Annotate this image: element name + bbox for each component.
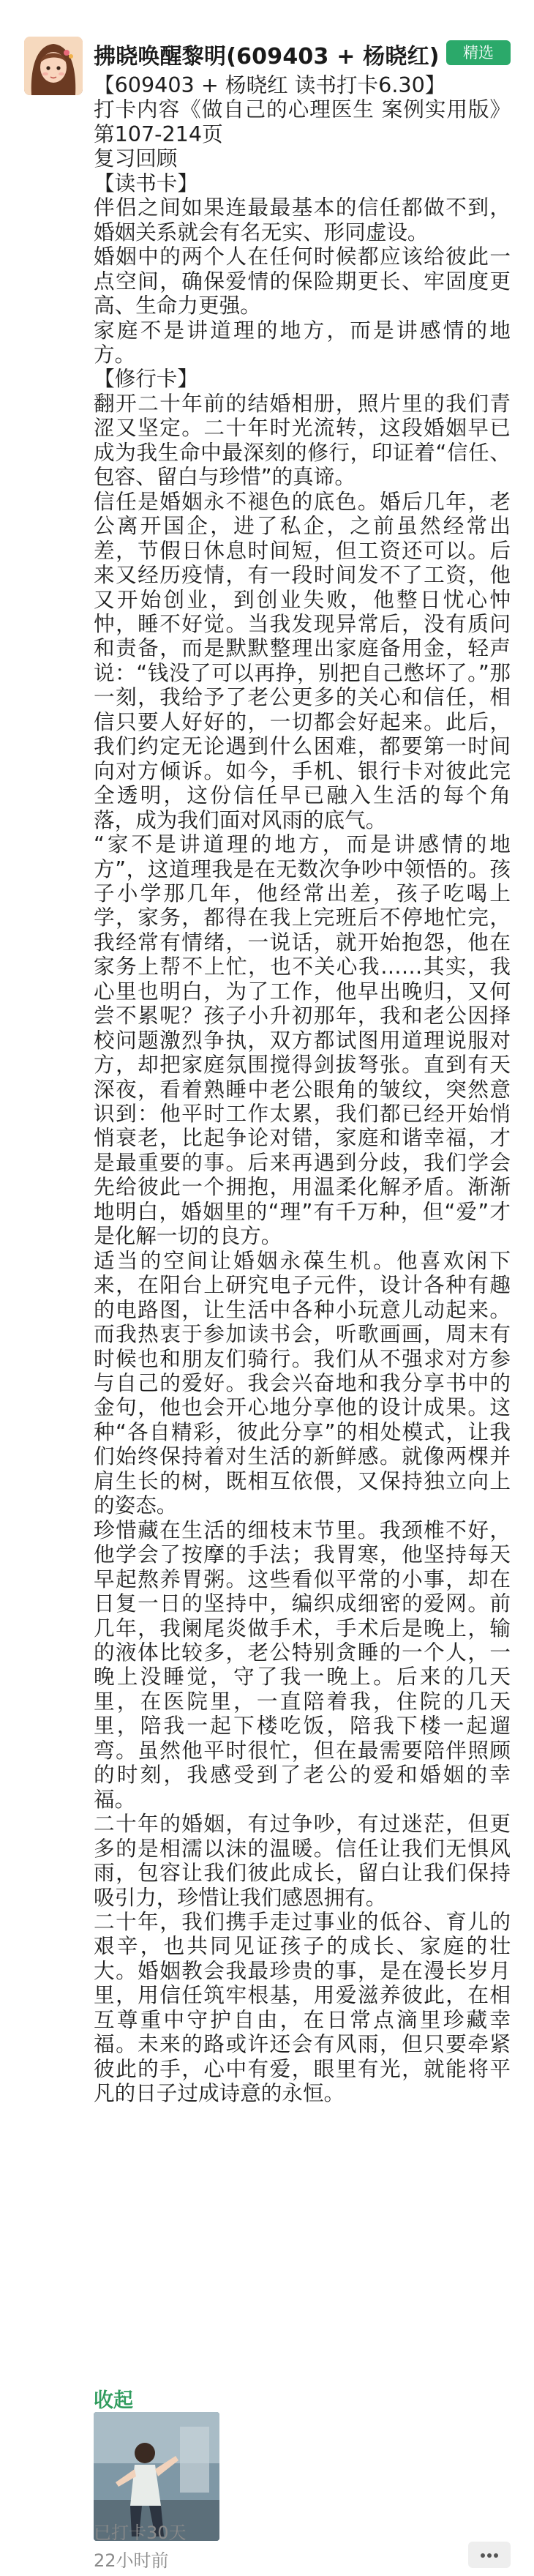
- avatar-illustration: [24, 37, 83, 95]
- post-paragraph: 信任是婚姻永不褪色的底色。婚后几年，老公离开国企，进了私企，之前虽然经常出差，节假日休息时间短，但工资还可以。后来又经历疫情，有一段时间发不了工资，他又开始创业，到创业失败，他整日忧心忡忡，睡不好觉。当我发现异常后，没有质问和责备，而是默默整理出家庭备用金，轻声说：“钱没了可以再挣，别把自己憋坏了。”那一刻，我给予了老公更多的关心和信任，相信只要人好好的，一切都会好起来。此后，我们约定无论遇到什么困难，都要第一时间向对方倾诉。如今，手机、银行卡对彼此完全透明，这份信任早已融入生活的每个角落，成为我们面对风雨的底气。: [94, 488, 511, 832]
- author-name[interactable]: 拂晓唤醒黎明(609403 + 杨晓红): [94, 44, 440, 70]
- dot: [481, 2553, 485, 2558]
- post-body: [94, 73, 511, 2106]
- post-paragraph: 【读书卡】: [94, 170, 198, 195]
- post-paragraph: 婚姻中的两个人在任何时候都应该给彼此一点空间，确保爱情的保险期更长、牢固度更高、生命力更强。: [94, 244, 511, 318]
- post-time: 22小时前: [94, 2550, 169, 2571]
- post-paragraph: 【修行卡】: [94, 366, 198, 392]
- post-paragraph: 二十年，我们携手走过事业的低谷、育儿的艰辛，也共同见证孩子的成长、家庭的壮大。婚姻教会我最珍贵的事，是在漫长岁月里，用信任筑牢根基，用爱滋养彼此，在相互尊重中守护自由，在日常点滴里珍藏幸福。未来的路或许还会有风雨，但只要牵紧彼此的手，心中有爱，眼里有光，就能将平凡的日子过成诗意的永恒。: [94, 1908, 511, 2106]
- post-paragraph: 【609403 + 杨晓红 读书打卡6.30】: [94, 72, 446, 97]
- dot: [487, 2553, 492, 2558]
- post-paragraph: 伴侣之间如果连最最基本的信任都做不到，婚姻关系就会有名无实、形同虚设。: [94, 195, 511, 244]
- checkin-count: 已打卡30天: [94, 2523, 187, 2543]
- avatar[interactable]: [24, 37, 83, 95]
- more-dots-icon[interactable]: [468, 2542, 511, 2568]
- featured-badge: 精选: [446, 40, 511, 65]
- post-paragraph: 珍惜藏在生活的细枝末节里。我颈椎不好，他学会了按摩的手法；我胃寒，他坚持每天早起熬养胃粥。这些看似平常的小事，却在日复一日的坚持中，编织成细密的爱网。前几年，我阑尾炎做手术，手术后是晚上，输的液体比较多，老公特别贪睡的一个人，一晚上没睡觉，守了我一晚上。后来的几天里，在医院里，一直陪着我，住院的几天里，陪我一起下楼吃饭，陪我下楼一起遛弯。虽然他平时很忙，但在最需要陪伴照顾的时刻，我感受到了老公的爱和婚姻的幸福。: [94, 1517, 511, 1812]
- post-paragraph: 二十年的婚姻，有过争吵，有过迷茫，但更多的是相濡以沫的温暖。信任让我们无惧风雨，包容让我们彼此成长，留白让我们保持吸引力，珍惜让我们感恩拥有。: [94, 1811, 511, 1910]
- post-paragraph: 适当的空间让婚姻永葆生机。他喜欢闲下来，在阳台上研究电子元件，设计各种有趣的电路图，让生活中各种小玩意儿动起来。而我热衷于参加读书会，听歌画画，周末有时候也和朋友们骑行。我们从不强求对方参与自己的爱好。我会兴奋地和我分享书中的金句，他也会开心地分享他的设计成果。这种“各自精彩，彼此分享”的相处模式，让我们始终保持着对生活的新鲜感。就像两棵并肩生长的树，既相互依偎，又保持独立向上的姿态。: [94, 1247, 511, 1518]
- collapse-link[interactable]: 收起: [94, 2389, 133, 2412]
- post-paragraph: 复习回顾: [94, 146, 178, 171]
- post-paragraph: “家不是讲道理的地方，而是讲感情的地方”，这道理我是在无数次争吵中领悟的。孩子小学那几年，他经常出差，孩子吃喝上学，家务，都得在我上完班后不停地忙完，我经常有情绪，一说话，就开始抱怨，他在家务上帮不上忙，也不关心我……其实，我心里也明白，为了工作，他早出晚归，又何尝不累呢？孩子小升初那年，我和老公因择校问题激烈争执，双方都试图用道理说服对方，却把家庭氛围搅得剑拔弩张。直到有天深夜，看着熟睡中老公眼角的皱纹，突然意识到：他平时工作太累，我们都已经开始悄悄衰老，比起争论对错，家庭和谐幸福，才是最重要的事。后来再遇到分歧，我们学会先给彼此一个拥抱，用温柔化解矛盾。渐渐地明白，婚姻里的“理”有千万种，但“爱”才是化解一切的良方。: [94, 832, 511, 1249]
- post-paragraph: 翻开二十年前的结婚相册，照片里的我们青涩又坚定。二十年时光流转，这段婚姻早已成为我生命中最深刻的修行，印证着“信任、包容、留白与珍惜”的真谛。: [94, 390, 511, 490]
- post-paragraph: 打卡内容《做自己的心理医生 案例实用版》第107-214页: [94, 97, 511, 146]
- post-paragraph: 家庭不是讲道理的地方，而是讲感情的地方。: [94, 317, 511, 367]
- dot: [494, 2553, 498, 2558]
